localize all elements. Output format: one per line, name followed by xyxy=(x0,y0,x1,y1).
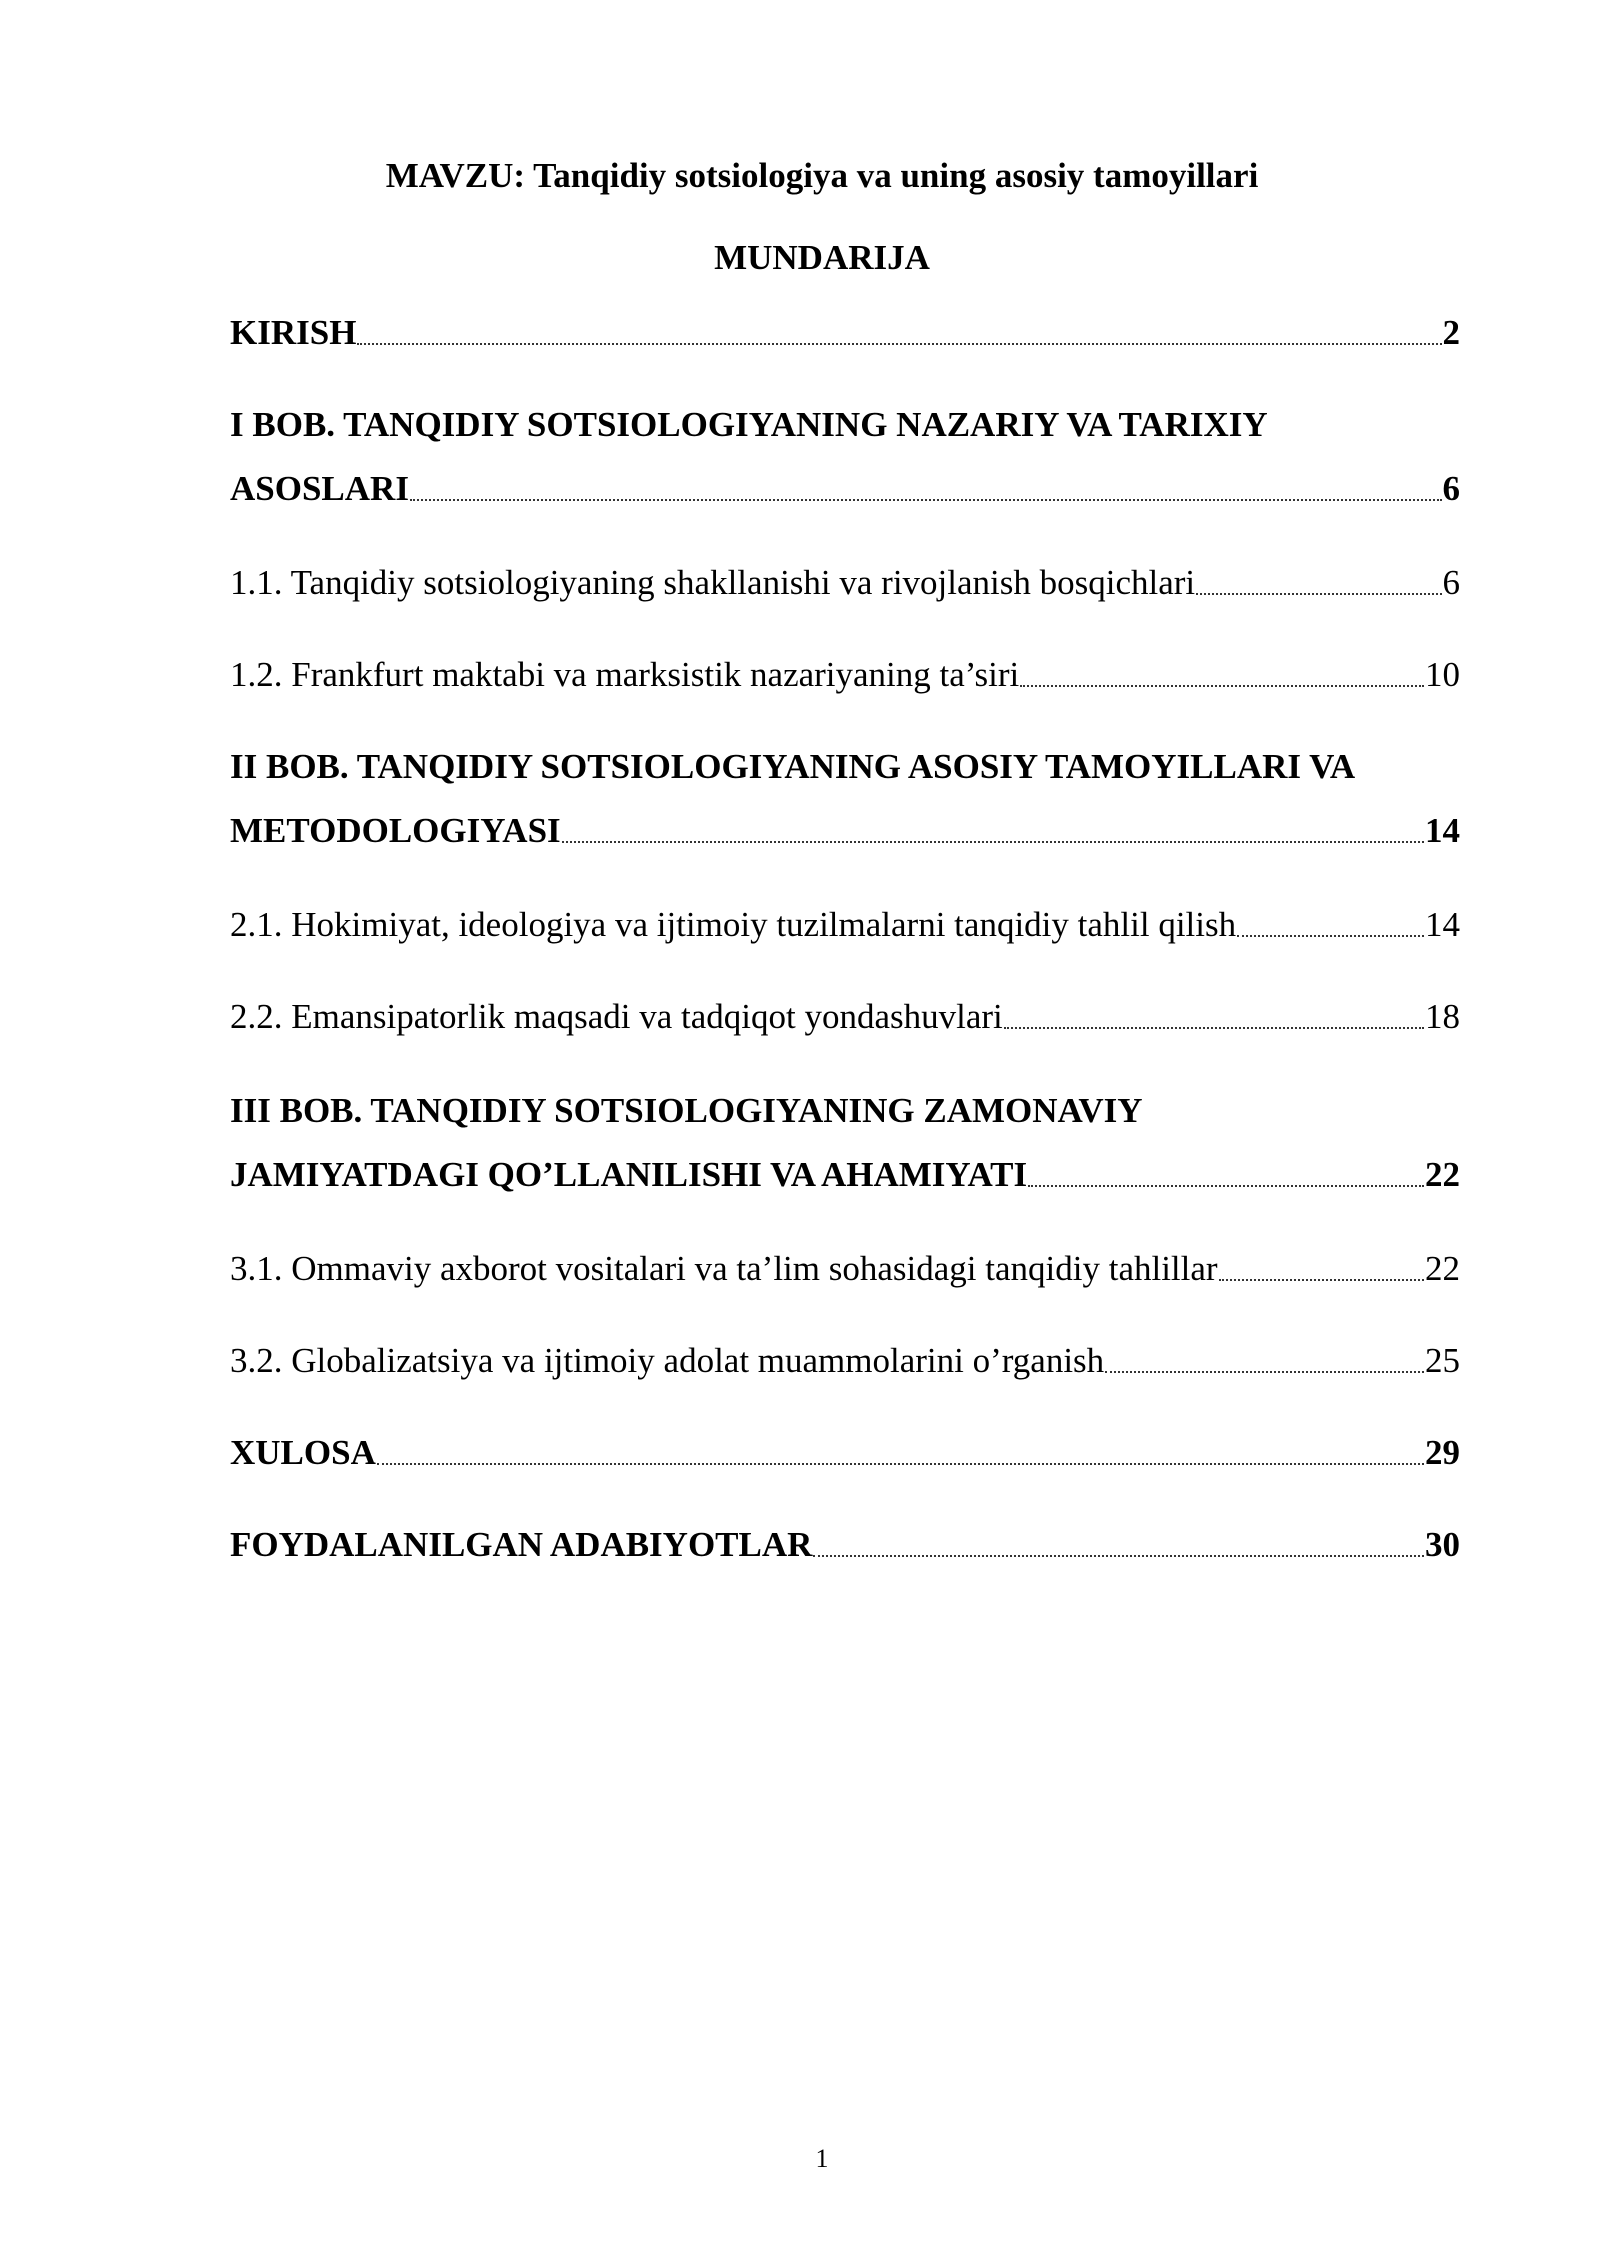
toc-entry-label: KIRISH xyxy=(230,313,357,352)
toc-entry-label: 1.2. Frankfurt maktabi va marksistik nazariyaning ta’siri xyxy=(230,655,1020,694)
toc-dot-leader xyxy=(1219,1279,1424,1281)
toc-entry-page: 29 xyxy=(1425,1433,1460,1472)
toc-entry-page: 18 xyxy=(1425,997,1460,1036)
toc-entry-label: 3.1. Ommaviy axborot vositalari va ta’lim sohasidagi tanqidiy tahlillar xyxy=(230,1249,1218,1288)
toc-entry-label: ASOSLARI xyxy=(230,469,409,508)
toc-dot-leader xyxy=(1004,1027,1424,1029)
toc-entry-label: 3.2. Globalizatsiya va ijtimoiy adolat muammolarini o’rganish xyxy=(230,1341,1105,1380)
toc-dot-leader xyxy=(357,343,1441,345)
toc-entry-references[interactable] xyxy=(230,1524,1460,1566)
toc-dot-leader xyxy=(1028,1185,1424,1187)
toc-entry-label: 2.1. Hokimiyat, ideologiya va ijtimoiy tuzilmalarni tanqidiy tahlil qilish xyxy=(230,905,1237,944)
toc-chapter-1-title-line[interactable]: I BOB. TANQIDIY SOTSIOLOGIYANING NAZARIY VA TARIXIY xyxy=(230,405,1268,444)
toc-entry-page: 2 xyxy=(1442,313,1460,352)
toc-entry-conclusion[interactable] xyxy=(230,1432,1460,1474)
contents-title: MUNDARIJA xyxy=(714,238,930,277)
toc-entry-page: 22 xyxy=(1425,1249,1460,1288)
toc-entry-page: 10 xyxy=(1425,655,1460,694)
toc-entry-label: JAMIYATDAGI QO’LLANILISHI VA AHAMIYATI xyxy=(230,1155,1028,1194)
toc-entry-chapter-1[interactable] xyxy=(230,468,1460,510)
toc-entry-section-3-2[interactable] xyxy=(230,1340,1460,1382)
toc-dot-leader xyxy=(1020,685,1424,687)
toc-entry-chapter-2[interactable] xyxy=(230,810,1460,852)
toc-entry-section-2-2[interactable] xyxy=(230,996,1460,1038)
toc-chapter-3-title-line[interactable]: III BOB. TANQIDIY SOTSIOLOGIYANING ZAMONAVIY xyxy=(230,1091,1143,1130)
page-number: 1 xyxy=(815,2144,829,2173)
toc-entry-label: XULOSA xyxy=(230,1433,376,1472)
toc-entry-page: 6 xyxy=(1442,469,1460,508)
toc-dot-leader xyxy=(410,499,1442,501)
toc-dot-leader xyxy=(813,1555,1424,1557)
toc-entry-introduction[interactable] xyxy=(230,312,1460,354)
toc-dot-leader xyxy=(1237,935,1424,937)
toc-entry-label: 2.2. Emansipatorlik maqsadi va tadqiqot yondashuvlari xyxy=(230,997,1003,1036)
toc-entry-section-3-1[interactable] xyxy=(230,1248,1460,1290)
toc-entry-label: FOYDALANILGAN ADABIYOTLAR xyxy=(230,1525,813,1564)
toc-entry-section-2-1[interactable] xyxy=(230,904,1460,946)
toc-entry-page: 22 xyxy=(1425,1155,1460,1194)
toc-dot-leader xyxy=(562,841,1424,843)
toc-entry-section-1-1[interactable] xyxy=(230,562,1460,604)
document-topic: MAVZU: Tanqidiy sotsiologiya va uning asosiy tamoyillari xyxy=(385,156,1259,195)
toc-entry-section-1-2[interactable] xyxy=(230,654,1460,696)
toc-entry-page: 14 xyxy=(1425,905,1460,944)
toc-entry-label: METODOLOGIYASI xyxy=(230,811,561,850)
toc-entry-page: 30 xyxy=(1425,1525,1460,1564)
toc-entry-page: 25 xyxy=(1425,1341,1460,1380)
toc-dot-leader xyxy=(377,1463,1424,1465)
toc-entry-chapter-3[interactable] xyxy=(230,1154,1460,1196)
toc-entry-label: 1.1. Tanqidiy sotsiologiyaning shakllanishi va rivojlanish bosqichlari xyxy=(230,563,1196,602)
toc-entry-page: 6 xyxy=(1442,563,1460,602)
toc-entry-page: 14 xyxy=(1425,811,1460,850)
toc-chapter-2-title-line[interactable]: II BOB. TANQIDIY SOTSIOLOGIYANING ASOSIY TAMOYILLARI VA xyxy=(230,747,1356,786)
toc-dot-leader xyxy=(1105,1371,1424,1373)
toc-dot-leader xyxy=(1196,593,1441,595)
